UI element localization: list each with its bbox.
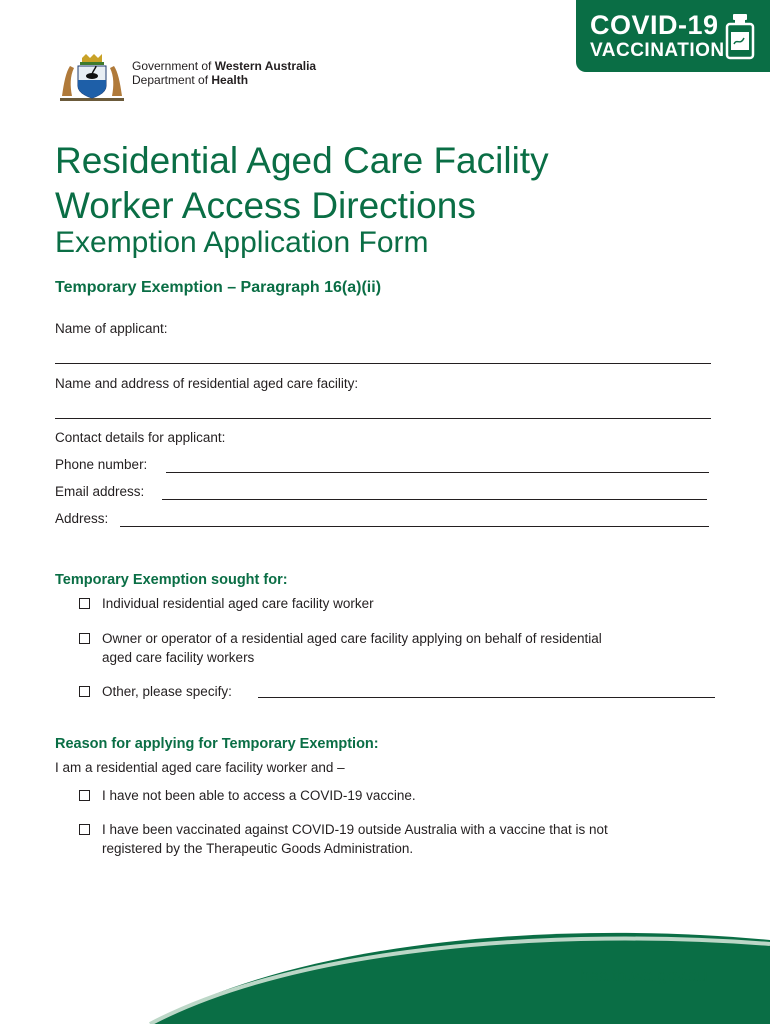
option-other: Other, please specify:	[102, 684, 232, 699]
option-vaccinated-overseas-line2: registered by the Therapeutic Goods Administration.	[102, 841, 414, 856]
email-field[interactable]	[162, 499, 707, 500]
government-department-text	[132, 59, 316, 87]
dept-name: Health	[211, 73, 249, 87]
vaccine-vial-icon	[724, 14, 756, 60]
facility-field[interactable]	[55, 418, 711, 419]
badge-line1: COVID-19	[590, 10, 719, 40]
phone-field[interactable]	[166, 472, 709, 473]
contact-details-label: Contact details for applicant:	[55, 430, 226, 445]
other-specify-field[interactable]	[258, 697, 715, 698]
form-title	[55, 138, 549, 228]
checkbox-vaccinated-overseas[interactable]	[79, 824, 90, 835]
option-vaccinated-overseas-line1: I have been vaccinated against COVID-19 outside Australia with a vaccine that is not	[102, 822, 608, 837]
title-line2: Worker Access Directions	[55, 185, 476, 226]
footer-website-link[interactable]: health.wa.gov.au	[580, 966, 708, 985]
option-vaccinated-overseas	[102, 820, 608, 858]
gov-name: Western Australia	[214, 59, 317, 73]
title-line1: Residential Aged Care Facility	[55, 140, 549, 181]
section-heading-paragraph: Temporary Exemption – Paragraph 16(a)(ii)	[55, 279, 382, 296]
email-label: Email address:	[55, 484, 145, 499]
gov-prefix: Government of	[132, 59, 215, 73]
option-individual-worker: Individual residential aged care facility worker	[102, 596, 374, 611]
section-heading-exemption-sought: Temporary Exemption sought for:	[55, 572, 288, 588]
option-owner-operator-line2: aged care facility workers	[102, 650, 255, 665]
dept-prefix: Department of	[132, 73, 212, 87]
form-subtitle: Exemption Application Form	[55, 226, 429, 259]
checkbox-individual-worker[interactable]	[79, 598, 90, 609]
option-owner-operator-line1: Owner or operator of a residential aged care facility applying on behalf of residential	[102, 631, 602, 646]
footer-swoosh-graphic	[0, 900, 770, 1024]
facility-label: Name and address of residential aged care facility:	[55, 376, 359, 391]
option-owner-operator	[102, 629, 602, 667]
phone-label: Phone number:	[55, 457, 148, 472]
address-field[interactable]	[120, 526, 709, 527]
applicant-name-label: Name of applicant:	[55, 321, 168, 336]
badge-line2: VACCINATION	[590, 40, 725, 61]
address-label: Address:	[55, 511, 109, 526]
option-no-access: I have not been able to access a COVID-19 vaccine.	[102, 788, 416, 803]
section-heading-reason: Reason for applying for Temporary Exemption:	[55, 736, 379, 752]
checkbox-other[interactable]	[79, 686, 90, 697]
checkbox-no-access[interactable]	[79, 790, 90, 801]
reason-intro: I am a residential aged care facility worker and –	[55, 760, 345, 775]
checkbox-owner-operator[interactable]	[79, 633, 90, 644]
wa-coat-of-arms-logo	[56, 52, 128, 102]
applicant-name-field[interactable]	[55, 363, 711, 364]
